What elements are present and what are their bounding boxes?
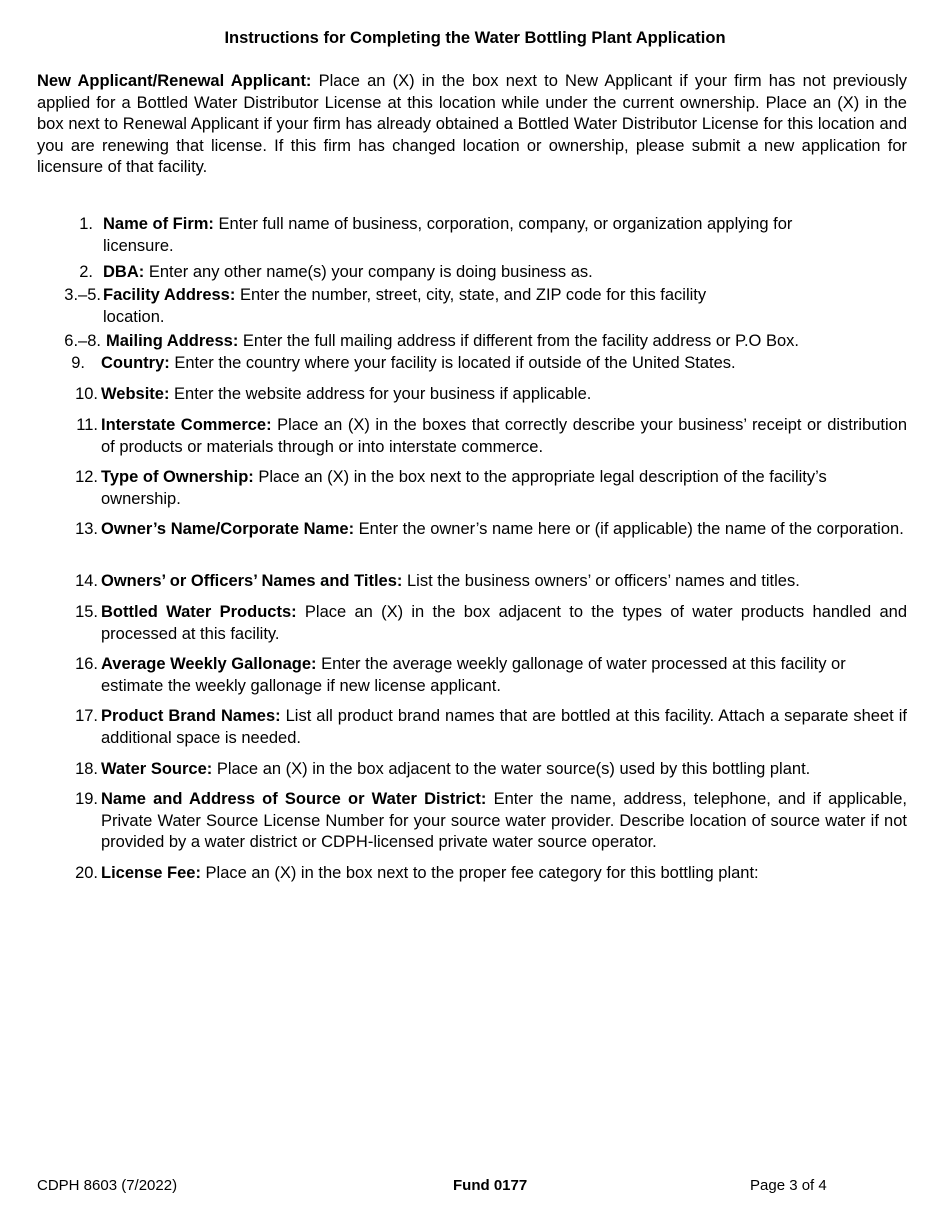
intro-paragraph <box>37 71 907 179</box>
item-text: Enter any other name(s) your company is doing business as. <box>144 263 593 281</box>
item-text: Enter the owner’s name here or (if applicable) the name of the corporation. <box>354 520 904 538</box>
item-label: Owners’ or Officers’ Names and Titles: <box>101 572 403 590</box>
item-label: Website: <box>101 385 170 403</box>
item-number: 3.–5. <box>64 286 101 304</box>
item-body <box>101 353 901 375</box>
item-text: Enter the name, address, telephone, and if applicable, Private Water Source License Number for your source water provider. Describe location of source water if not provided by a water district or CDPH-licensed private water source operator. <box>101 790 907 851</box>
footer-form-id: CDPH 8603 (7/2022) <box>37 1177 178 1194</box>
page-title: Instructions for Completing the Water Bottling Plant Application <box>224 29 726 47</box>
item-body <box>101 384 901 406</box>
item-label: Type of Ownership: <box>101 468 254 486</box>
item-number: 13. <box>75 520 98 538</box>
item-body <box>106 331 906 353</box>
item-text: Place an (X) in the box adjacent to the water source(s) used by this bottling plant. <box>212 760 811 778</box>
item-body <box>101 415 907 458</box>
item-label: Average Weekly Gallonage: <box>101 655 317 673</box>
item-label: Country: <box>101 354 170 372</box>
item-text: Enter the website address for your business if applicable. <box>169 385 592 403</box>
item-label: Facility Address: <box>103 286 236 304</box>
item-body <box>101 706 907 749</box>
item-body <box>103 262 903 284</box>
item-body <box>101 759 907 781</box>
item-number: 2. <box>79 263 93 281</box>
item-label: Bottled Water Products: <box>101 603 297 621</box>
item-label: Interstate Commerce: <box>101 416 272 434</box>
item-label: DBA: <box>103 263 145 281</box>
footer-fund: Fund 0177 <box>453 1177 528 1194</box>
item-body <box>101 789 907 854</box>
item-number: 12. <box>75 468 98 486</box>
item-label: License Fee: <box>101 864 201 882</box>
item-text: Enter full name of business, corporation, company, or organization applying for licensure. <box>103 215 793 255</box>
item-label: Product Brand Names: <box>101 707 281 725</box>
item-text: Place an (X) in the box adjacent to the types of water products handled and processed at this facility. <box>101 603 907 643</box>
item-text: Enter the number, street, city, state, and ZIP code for this facility location. <box>103 286 707 326</box>
item-body <box>101 571 907 593</box>
item-number: 10. <box>75 385 98 403</box>
item-number: 16. <box>75 655 98 673</box>
item-text: List the business owners’ or officers’ names and titles. <box>402 572 800 590</box>
item-number: 19. <box>75 790 98 808</box>
item-label: Name of Firm: <box>103 215 214 233</box>
item-text: Place an (X) in the boxes that correctly describe your business’ receipt or distribution of products or materials through or into interstate commerce. <box>101 416 907 456</box>
item-number: 11. <box>76 416 98 434</box>
item-body <box>101 654 876 697</box>
item-number: 6.–8. <box>64 332 101 350</box>
intro-text: Place an (X) in the box next to New Applicant if your firm has not previously applied for a Bottled Water Distributor License at this location while under the current ownership. Place an (X) in the box next to Renewal Applicant if your firm has already obtained a Bottled Water Distributor License for this location and you are renewing that license. If this firm has changed location or ownership, please submit a new application for licensure of that facility. <box>37 72 907 176</box>
item-number: 15. <box>75 603 98 621</box>
intro-label: New Applicant/Renewal Applicant: <box>37 72 312 90</box>
item-label: Water Source: <box>101 760 213 778</box>
item-body <box>101 863 907 885</box>
item-body <box>103 214 853 257</box>
item-number: 9. <box>71 354 85 372</box>
item-label: Owner’s Name/Corporate Name: <box>101 520 355 538</box>
footer-page-number: Page 3 of 4 <box>750 1177 827 1194</box>
item-number: 1. <box>79 215 93 233</box>
item-text: Enter the average weekly gallonage of water processed at this facility or estimate the weekly gallonage if new license applicant. <box>101 655 846 695</box>
item-body <box>101 467 861 510</box>
item-body <box>101 602 907 645</box>
item-text: Enter the full mailing address if different from the facility address or P.O Box. <box>238 332 799 350</box>
item-number: 17. <box>75 707 98 725</box>
item-text: Place an (X) in the box next to the proper fee category for this bottling plant: <box>200 864 759 882</box>
item-number: 18. <box>75 760 98 778</box>
item-number: 20. <box>75 864 98 882</box>
item-text: Enter the country where your facility is located if outside of the United States. <box>169 354 736 372</box>
item-label: Mailing Address: <box>106 332 239 350</box>
item-number: 14. <box>75 572 98 590</box>
item-body <box>103 285 728 328</box>
item-text: List all product brand names that are bottled at this facility. Attach a separate sheet if additional space is needed. <box>101 707 907 747</box>
item-label: Name and Address of Source or Water District: <box>101 790 487 808</box>
item-text: Place an (X) in the box next to the appropriate legal description of the facility’s ownership. <box>101 468 827 508</box>
item-body <box>101 519 907 541</box>
